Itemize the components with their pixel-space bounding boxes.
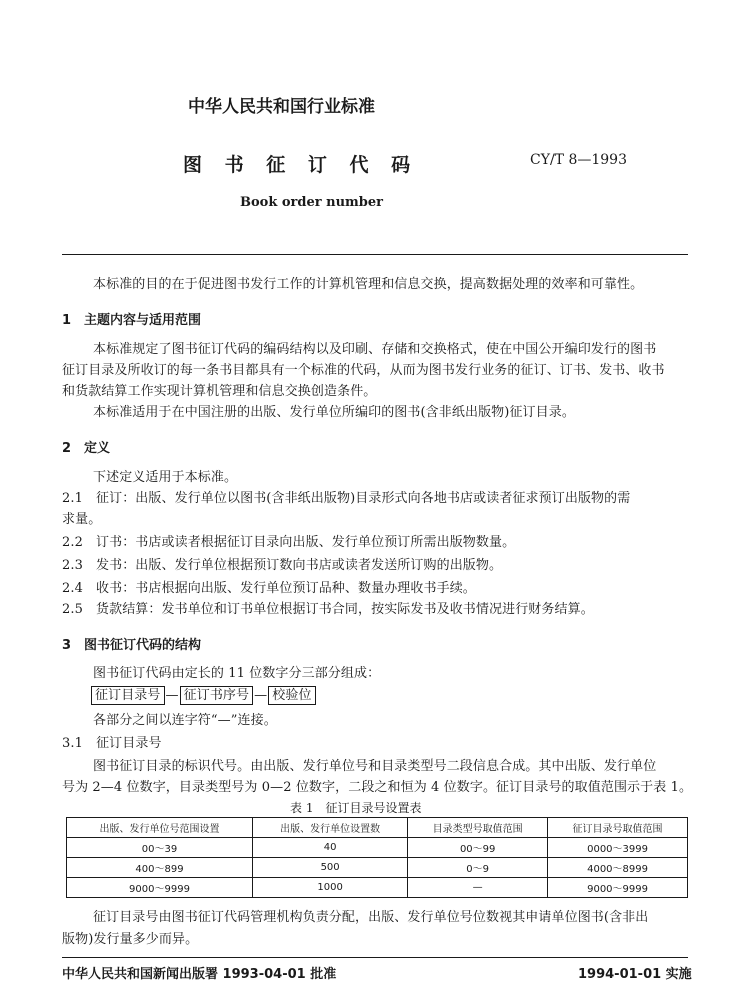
- document-title-english: Book order number: [240, 195, 383, 210]
- table-row: [67, 878, 688, 898]
- definition-number: 2.2: [62, 535, 83, 550]
- definition-text: 发书：出版、发行单位根据预订数向书店或读者发送所订购的出版物。: [96, 558, 503, 573]
- table-cell: 00～39: [67, 838, 253, 858]
- header-divider: [62, 254, 688, 255]
- definition-text: 征订：出版、发行单位以图书(含非纸出版物)目录形式向各地书店或读者征求预订出版物的需: [96, 491, 631, 506]
- effective-date: 1994-01-01 实施: [578, 967, 692, 982]
- table-header-cell: 征订目录号取值范围: [548, 818, 688, 838]
- table-row: [67, 858, 688, 878]
- approval-line: 中华人民共和国新闻出版署 1993-04-01 批准: [62, 967, 337, 982]
- hyphen-separator: —: [254, 688, 268, 703]
- section-2-heading: 2 定义: [62, 441, 111, 456]
- subsection-3-1-line: 号为 2—4 位数字，目录类型号为 0—2 位数字，二段之和恒为 4 位数字。征订目录号的取值范围示于表 1。: [62, 780, 693, 795]
- definition-2-2: [62, 534, 515, 551]
- subsection-3-1-line: 图书征订目录的标识代号。由出版、发行单位号和目录类型号二段信息合成。其中出版、发行单位: [93, 759, 657, 774]
- code-structure-diagram: [91, 686, 316, 705]
- table-cell: 500: [252, 858, 407, 878]
- definition-number: 2.4: [62, 581, 83, 596]
- definition-2-5: [62, 601, 594, 618]
- table-header-cell: 目录类型号取值范围: [408, 818, 548, 838]
- definition-number: 2.1: [62, 491, 83, 506]
- table-cell: 0～9: [408, 858, 548, 878]
- document-title: 图 书 征 订 代 码: [183, 154, 419, 176]
- definition-text: 收书：书店根据向出版、发行单位预订品种、数量办理收书手续。: [96, 581, 476, 596]
- table-row: [67, 838, 688, 858]
- table-cell: 9000～9999: [548, 878, 688, 898]
- separator-note: 各部分之间以连字符“—”连接。: [93, 713, 277, 728]
- table-cell: 400～899: [67, 858, 253, 878]
- table-cell: 4000～8999: [548, 858, 688, 878]
- table-cell: —: [408, 878, 548, 898]
- after-table-line: 征订目录号由图书征订代码管理机构负责分配，出版、发行单位号位数视其申请单位图书(含非出: [93, 910, 649, 925]
- issuing-org: 中华人民共和国行业标准: [188, 97, 375, 117]
- table-cell: 00～99: [408, 838, 548, 858]
- definition-number: 2.3: [62, 558, 83, 573]
- definition-number: 2.5: [62, 602, 83, 617]
- section-1-heading: 1 主题内容与适用范围: [62, 313, 202, 328]
- section-1-scope: 本标准适用于在中国注册的出版、发行单位所编印的图书(含非纸出版物)征订目录。: [93, 405, 575, 420]
- section-1-para-line: 和货款结算工作实现计算机管理和信息交换创造条件。: [62, 384, 377, 399]
- table-header-cell: 出版、发行单位设置数: [252, 818, 407, 838]
- definition-2-4: [62, 580, 476, 597]
- part-catalog-number: 征订目录号: [91, 686, 165, 705]
- definition-2-3: [62, 557, 502, 574]
- definition-2-1: [62, 490, 630, 507]
- section-1-para-line: 本标准规定了图书征订代码的编码结构以及印刷、存储和交换格式，使在中国公开编印发行的图书: [93, 342, 657, 357]
- part-check-digit: 校验位: [268, 686, 315, 705]
- part-book-sequence-number: 征订书序号: [180, 686, 254, 705]
- table-cell: 0000～3999: [548, 838, 688, 858]
- table-header-cell: 出版、发行单位号范围设置: [67, 818, 253, 838]
- table-cell: 1000: [252, 878, 407, 898]
- section-3-heading: 3 图书征订代码的结构: [62, 638, 202, 653]
- definition-text: 货款结算：发书单位和订书单位根据订书合同，按实际发书及收书情况进行财务结算。: [96, 602, 594, 617]
- definition-2-1-continued: 求量。: [62, 512, 102, 527]
- intro-paragraph: 本标准的目的在于促进图书发行工作的计算机管理和信息交换，提高数据处理的效率和可靠性。: [93, 277, 644, 292]
- definition-text: 订书：书店或读者根据征订目录向出版、发行单位预订所需出版物数量。: [96, 535, 516, 550]
- table-cell: 9000～9999: [67, 878, 253, 898]
- subsection-3-1-heading: 3.1 征订目录号: [62, 736, 162, 751]
- footer-divider: [62, 957, 688, 958]
- standard-number: CY/T 8—1993: [530, 152, 627, 168]
- section-3-lead: 图书征订代码由定长的 11 位数字分三部分组成：: [93, 666, 381, 681]
- hyphen-separator: —: [165, 688, 179, 703]
- catalog-number-table: [66, 817, 688, 898]
- section-1-para-line: 征订目录及所收订的每一条书目都具有一个标准的代码，从而为图书发行业务的征订、订书、发书、收书: [62, 363, 665, 378]
- table-header-row: [67, 818, 688, 838]
- table-caption: 表 1 征订目录号设置表: [290, 801, 422, 815]
- after-table-line: 版物)发行量多少而异。: [62, 932, 199, 947]
- section-2-lead: 下述定义适用于本标准。: [93, 470, 238, 485]
- table-cell: 40: [252, 838, 407, 858]
